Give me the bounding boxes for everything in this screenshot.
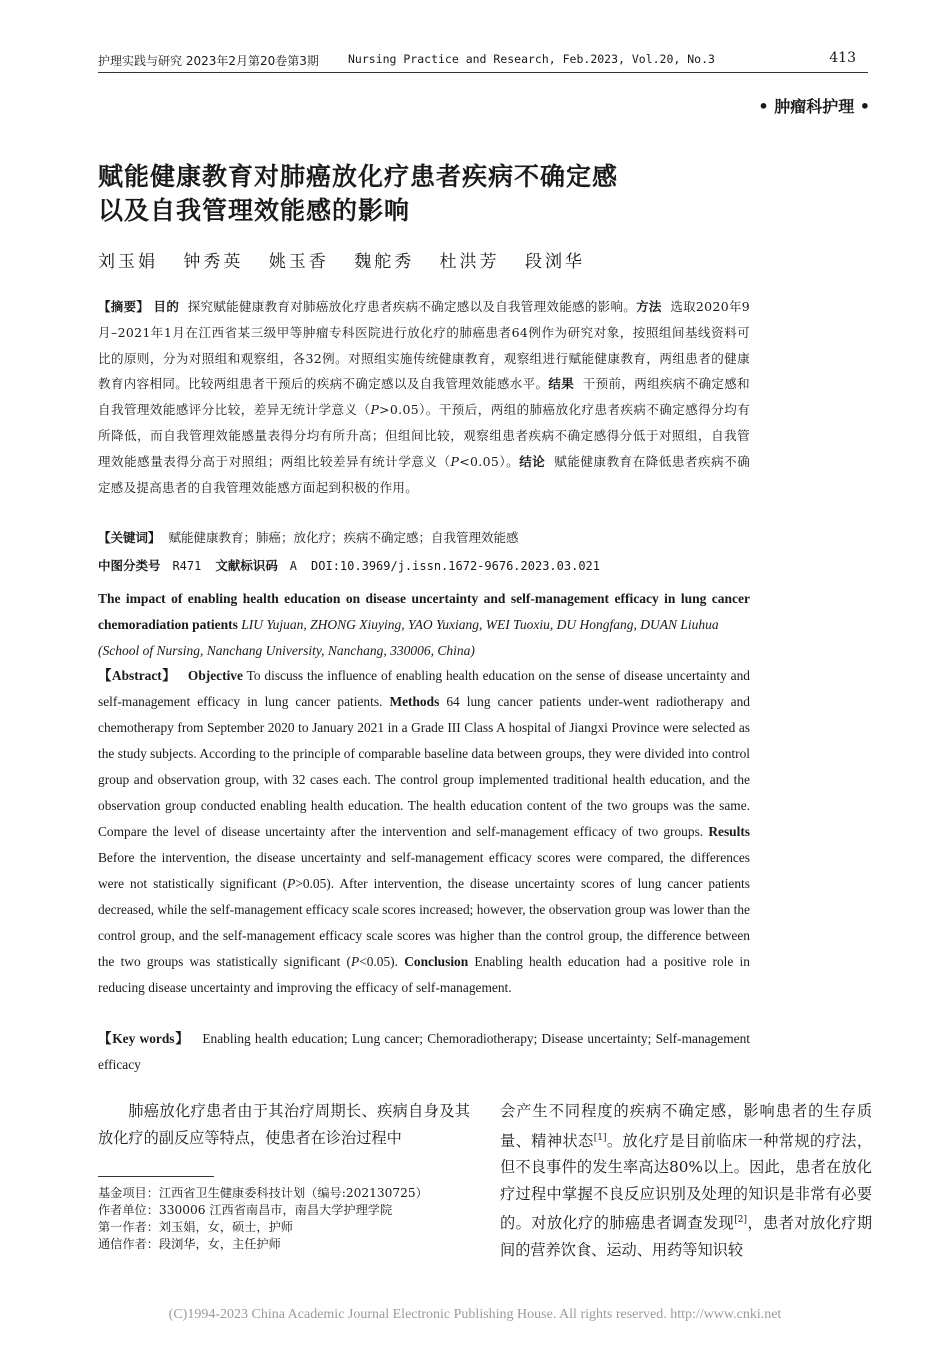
footnote-divider <box>98 1176 214 1177</box>
body-column-left: 肺癌放化疗患者由于其治疗周期长、疾病自身及其放化疗的副反应等特点，使患者在诊治过程中 <box>98 1102 470 1147</box>
p-symbol: P <box>450 453 460 469</box>
keywords-cn <box>98 528 518 546</box>
results-text-cn: <0.05）。 <box>459 453 520 469</box>
clc-value: R471 <box>172 559 202 573</box>
journal-name-cn: 护理实践与研究 2023年2月第20卷第3期 <box>98 54 319 68</box>
title-line-1: 赋能健康教育对肺癌放化疗患者疾病不确定感 <box>98 162 619 191</box>
p-symbol: P <box>370 402 380 418</box>
author: 姚玉香 <box>268 252 329 272</box>
english-affiliation: (School of Nursing, Nanchang University, Nanchang, 330006, China) <box>98 643 475 658</box>
p-symbol: P <box>287 876 296 891</box>
abstract-cn-label: 【摘要】 <box>98 299 150 314</box>
author-list <box>98 247 605 272</box>
objective-text-en: To discuss the influence of enabling health education on the sense of disease uncertainty and self-management efficacy in lung cancer patients. <box>98 668 750 709</box>
abstract-en-label: 【Abstract】 <box>98 668 177 683</box>
results-text-en: <0.05). <box>359 954 398 969</box>
author: 魏舵秀 <box>354 252 415 272</box>
abstract-cn <box>98 294 750 500</box>
keywords-en <box>98 1026 750 1078</box>
author: 钟秀英 <box>183 252 244 272</box>
english-title-block <box>98 586 750 664</box>
results-label-en: Results <box>708 824 750 839</box>
doc-code-value: A <box>289 559 298 573</box>
classification-line <box>98 556 600 574</box>
results-text-en: >0.05). After intervention, the disease uncertainty scores of lung cancer patients decreased, while the self-management efficacy scale scores increased; however, the observation group was lower than the control group, and the self-management efficacy scale scores was higher than the control group, the difference between the two groups was statistically significant ( <box>98 876 750 969</box>
methods-text-cn: 选取2020年9月–2021年1月在江西省某三级甲等肿瘤专科医院进行放化疗的肺癌患者64例作为研究对象，按照组间基线资料可比的原则，分为对照组和观察组，各32例。对照组实施传统健康教育，观察组进行赋能健康教育，两组患者的健康教育内容相同。比较两组患者干预后的疾病不确定感以及自我管理效能感水平。 <box>98 299 751 392</box>
abstract-en <box>98 663 750 1001</box>
conclusion-label-en: Conclusion <box>404 954 469 969</box>
keywords-cn-label: 【关键词】 <box>98 530 161 545</box>
paper-title <box>98 160 798 228</box>
page-number: 413 <box>829 50 856 66</box>
body-text: ，患者对放化疗期间的营养饮食、运动、用药等知识较 <box>500 1214 873 1259</box>
p-symbol: P <box>351 954 360 969</box>
body-text: 会产生不同程度的疾病不确定感，影响患者的生存质量、精神状态 <box>500 1102 872 1150</box>
keywords-en-text: Enabling health education; Lung cancer; Chemoradiotherapy; Disease uncertainty; Self-management efficacy <box>98 1031 751 1072</box>
english-title: The impact of enabling health education on disease uncertainty and self-management efficacy in lung cancer chemoradiation patients <box>98 591 750 632</box>
running-header <box>98 50 868 73</box>
title-line-2: 以及自我管理效能感的影响 <box>98 196 411 225</box>
conclusion-text-en: Enabling health education had a positive role in reducing disease uncertainty and improving the efficacy of self-management. <box>98 954 750 995</box>
citation-ref[interactable]: [1] <box>593 1132 607 1143</box>
author: 杜洪芳 <box>439 252 500 272</box>
methods-label-cn: 方法 <box>636 299 662 314</box>
objective-text-cn: 探究赋能健康教育对肺癌放化疗患者疾病不确定感以及自我管理效能感的影响。 <box>187 299 637 314</box>
author: 段浏华 <box>525 252 586 272</box>
objective-label-en: Objective <box>187 668 243 683</box>
footnote-funding: 基金项目：江西省卫生健康委科技计划（编号:202130725） <box>98 1186 428 1200</box>
results-text-cn: >0.05）。干预后，两组的肺癌放化疗患者疾病不确定感得分均有所降低，而自我管理效能感量表得分均有所升高；但组间比较，观察组患者疾病不确定感得分低于对照组，自我管理效能感量表得分高于对照组；两组比较差异有统计学意义（ <box>98 402 750 469</box>
results-text-cn: 干预前，两组疾病不确定感和自我管理效能感评分比较，差异无统计学意义（ <box>98 376 750 418</box>
doc-code-label: 文献标识码 <box>215 558 278 573</box>
body-column-right <box>500 1098 872 1263</box>
keywords-cn-text: 赋能健康教育；肺癌；放化疗；疾病不确定感；自我管理效能感 <box>168 530 519 545</box>
methods-text-en: 64 lung cancer patients under-went radiotherapy and chemotherapy from September 2020 to January 2021 in a Grade III Class A hospital of Jiangxi Province were selected as the study subjects. According to the principle of comparable baseline data between groups, they were divided into control group and observation group, with 32 cases each. The control group implemented traditional health education, and the observation group conducted enabling health education. The health education content of the two groups was the same. Compare the level of disease uncertainty after the intervention and self-management efficacy of two groups. <box>98 694 751 839</box>
methods-label-en: Methods <box>389 694 440 709</box>
footnote-affiliation: 作者单位：330006 江西省南昌市，南昌大学护理学院 <box>98 1203 393 1217</box>
copyright-notice: (C)1994-2023 China Academic Journal Electronic Publishing House. All rights reserved. http://www.cnki.net <box>168 1307 782 1322</box>
body-text: 。放化疗是目前临床一种常规的疗法，但不良事件的发生率高达80%以上。因此，患者在放化疗过程中掌握不良反应识别及处理的知识是非常有必要的。对放化疗的肺癌患者调查发现 <box>500 1131 873 1233</box>
clc-label: 中图分类号 <box>98 558 161 573</box>
results-label-cn: 结果 <box>548 376 575 392</box>
results-text-en: Before the intervention, the disease uncertainty and self-management efficacy scores were compared, the differences were not statistically significant ( <box>98 850 750 891</box>
keywords-en-label: 【Key words】 <box>98 1031 190 1046</box>
footnotes <box>98 1185 478 1253</box>
journal-name-en: Nursing Practice and Research, Feb.2023, Vol.20, No.3 <box>348 52 715 66</box>
conclusion-text-cn: 赋能健康教育在降低患者疾病不确定感及提高患者的自我管理效能感方面起到积极的作用。 <box>98 453 750 495</box>
english-authors: LIU Yujuan, ZHONG Xiuying, YAO Yuxiang, WEI Tuoxiu, DU Hongfang, DUAN Liuhua <box>241 617 719 632</box>
footnote-first-author: 第一作者：刘玉娟，女，硕士，护师 <box>98 1220 293 1234</box>
doi: DOI:10.3969/j.issn.1672-9676.2023.03.021 <box>311 559 600 573</box>
citation-ref[interactable]: [2] <box>734 1215 748 1226</box>
objective-label-cn: 目的 <box>153 299 180 314</box>
section-label: • 肿瘤科护理 • <box>758 97 870 116</box>
author: 刘玉娟 <box>98 252 158 272</box>
footnote-corresponding-author: 通信作者：段浏华，女，主任护师 <box>98 1237 281 1251</box>
conclusion-label-cn: 结论 <box>519 453 546 469</box>
